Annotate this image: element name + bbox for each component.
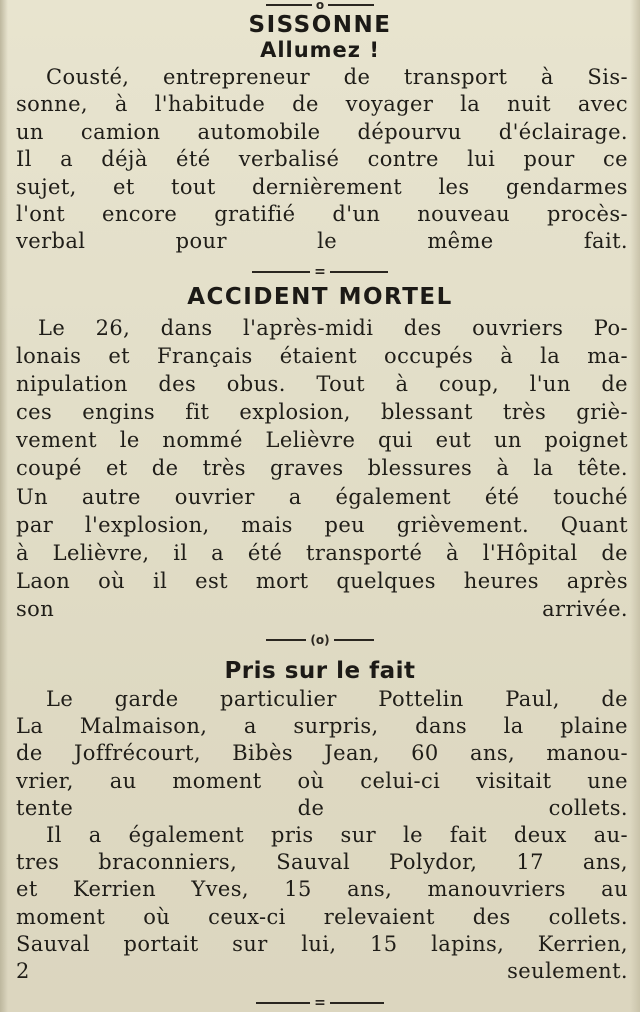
text-line: l'ont encore gratifié d'un nouveau procès-: [16, 202, 628, 227]
text-line: nipulation des obus. Tout à coup, l'un de: [16, 372, 628, 397]
ornament-line-right: [330, 271, 388, 273]
text-line: lonais et Français étaient occupés à la ma-: [16, 344, 628, 369]
text-line: Le 26, dans l'après-midi des ouvriers Po-: [38, 316, 628, 340]
text-line: Sauval portait sur lui, 15 lapins, Kerrien,: [16, 931, 628, 956]
text-line: vrier, au moment où celui-ci visitait une: [16, 768, 628, 793]
article-title: Allumez !: [260, 38, 380, 62]
ornament-glyph: (o): [310, 633, 330, 648]
text-line: moment où ceux-ci relevaient des collets.: [16, 904, 628, 929]
text-line: sonne, à l'habitude de voyager la nuit avec: [16, 92, 628, 117]
text-line: et Kerrien Yves, 15 ans, manouvriers au: [16, 877, 628, 902]
text-line: Le garde particulier Pottelin Paul, de: [46, 687, 628, 711]
text-line: 2 seulement.: [16, 959, 628, 984]
article-body: [0, 64, 640, 256]
text-line: Il a également pris sur le fait deux au-: [46, 823, 628, 848]
ornament-glyph: o: [315, 0, 325, 12]
text-line: Laon où il est mort quelques heures après: [16, 568, 628, 593]
article-accident-mortel: [0, 283, 640, 653]
text-line: son arrivée.: [16, 596, 628, 621]
town-heading: SISSONNE: [248, 12, 392, 38]
text-line: coupé et de très graves blessures à la tête.: [16, 456, 628, 481]
article-body: [0, 686, 640, 985]
separator-ornament: [0, 627, 640, 653]
text-line: verbal pour le même fait.: [16, 229, 628, 254]
ornament-glyph: =: [314, 263, 326, 280]
top-ornament: [0, 0, 640, 12]
ornament-line-right: [330, 1002, 384, 1004]
text-line: Un autre ouvrier a également été touché: [16, 484, 628, 509]
text-line: un camion automobile dépourvu d'éclairage.: [16, 119, 628, 144]
ornament-line-right: [328, 4, 374, 6]
text-line: sujet, et tout dernièrement les gendarmes: [16, 174, 628, 199]
ornament-line-left: [266, 4, 312, 6]
text-line: de Joffrécourt, Bibès Jean, 60 ans, manou-: [16, 741, 628, 766]
article-pris-sur-le-fait: [0, 658, 640, 1012]
article-title: Pris sur le fait: [224, 658, 416, 684]
article-sissonne: [0, 0, 640, 284]
ornament-line-right: [334, 639, 374, 641]
ornament-line-left: [252, 271, 310, 273]
article-body: [0, 314, 640, 623]
ornament-glyph: =: [314, 995, 326, 1012]
separator-ornament: [0, 991, 640, 1012]
text-line: tente de collets.: [16, 795, 628, 820]
text-line: par l'explosion, mais peu grièvement. Quant: [16, 512, 628, 537]
text-line: ces engins fit explosion, blessant très griè-: [16, 400, 628, 425]
text-line: Cousté, entrepreneur de transport à Sis-: [46, 65, 628, 89]
text-line: à Lelièvre, il a été transporté à l'Hôpital de: [16, 540, 628, 565]
separator-ornament: [0, 260, 640, 284]
ornament-line-left: [256, 1002, 310, 1004]
text-line: La Malmaison, a surpris, dans la plaine: [16, 714, 628, 739]
text-line: vement le nommé Lelièvre qui eut un poignet: [16, 428, 628, 453]
text-line: tres braconniers, Sauval Polydor, 17 ans,: [16, 850, 628, 875]
article-title: ACCIDENT MORTEL: [187, 284, 453, 310]
text-line: Il a déjà été verbalisé contre lui pour ce: [16, 147, 628, 172]
ornament-line-left: [266, 639, 306, 641]
